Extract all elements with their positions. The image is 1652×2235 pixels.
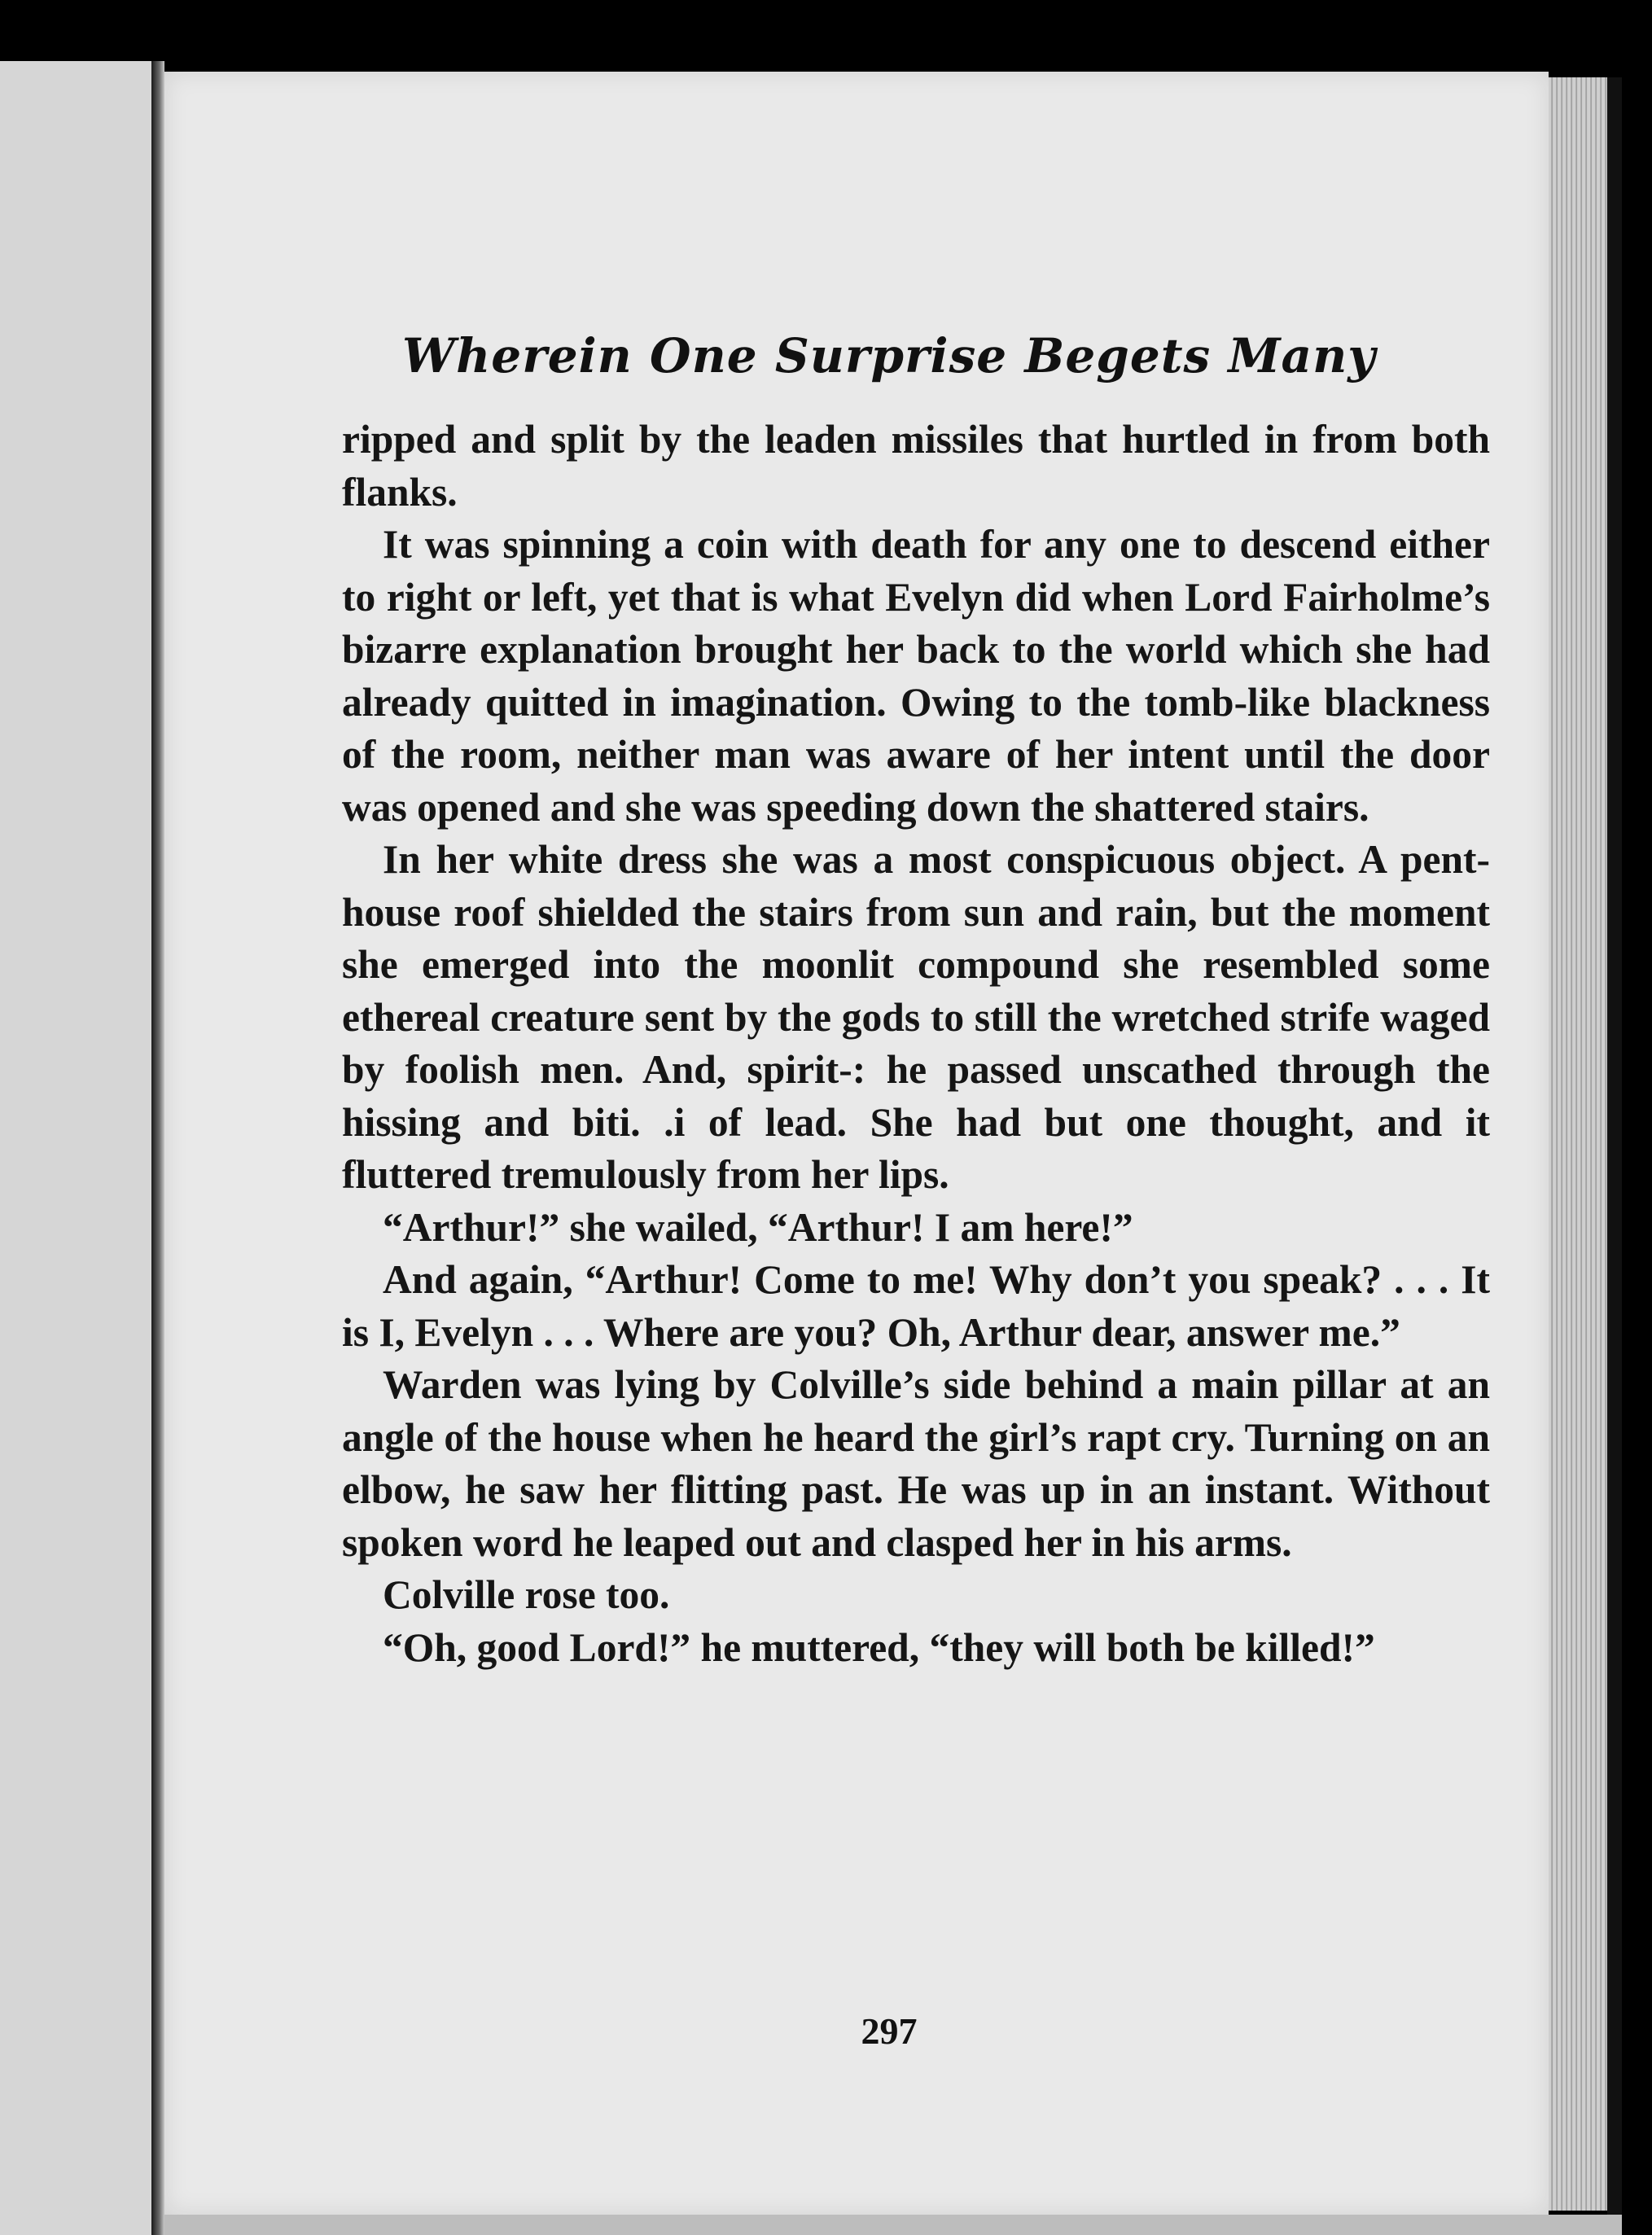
body-text <box>342 414 1490 1674</box>
facing-page-edge <box>0 61 151 2235</box>
paragraph: In her white dress she was a most conspicuous object. A pent-house roof shielded the stairs from sun and rain, but the moment she emerged into the moonlit compound she resembled some ethereal creature sent by the gods to still the wretched strife waged by foolish men. And, spirit-: he passed unscathed through the hissing and biti. .i of lead. She had but one thought, and it fluttered tremulously from her lips. <box>342 837 1490 1197</box>
paragraph: It was spinning a coin with death for any one to descend either to right or left, yet that is what Evelyn did when Lord Fairholme’s bizarre explanation brought her back to the world which she had already quitted in imagination. Owing to the tomb-like blackness of the room, neither man was aware of her intent until the door was opened and she was speeding down the shattered stairs. <box>342 522 1490 830</box>
book-page <box>164 72 1549 2215</box>
paragraph: ripped and split by the leaden missiles that hurtled in from both flanks. <box>342 417 1490 515</box>
book-gutter <box>151 61 164 2235</box>
paragraph: “Arthur!” she wailed, “Arthur! I am here!” <box>383 1204 1133 1250</box>
paragraph: Colville rose too. <box>383 1572 670 1617</box>
bottom-page-edge <box>164 2215 1622 2235</box>
cover-edge <box>1607 77 1622 2219</box>
paragraph: “Oh, good Lord!” he muttered, “they will both be killed!” <box>383 1624 1375 1670</box>
page-number: 297 <box>861 2010 918 2052</box>
page-stack-edge <box>1549 77 1607 2211</box>
paragraph: And again, “Arthur! Come to me! Why don’t you speak? . . . It is I, Evelyn . . . Where are you? Oh, Arthur dear, answer me.” <box>342 1257 1490 1355</box>
running-head: Wherein One Surprise Begets Many <box>401 328 1377 383</box>
paragraph: Warden was lying by Colville’s side behind a main pillar at an angle of the house when he heard the girl’s rapt cry. Turning on an elbow, he saw her flitting past. He was up in an instant. Without spoken word he leaped out and clasped her in his arms. <box>342 1362 1490 1565</box>
